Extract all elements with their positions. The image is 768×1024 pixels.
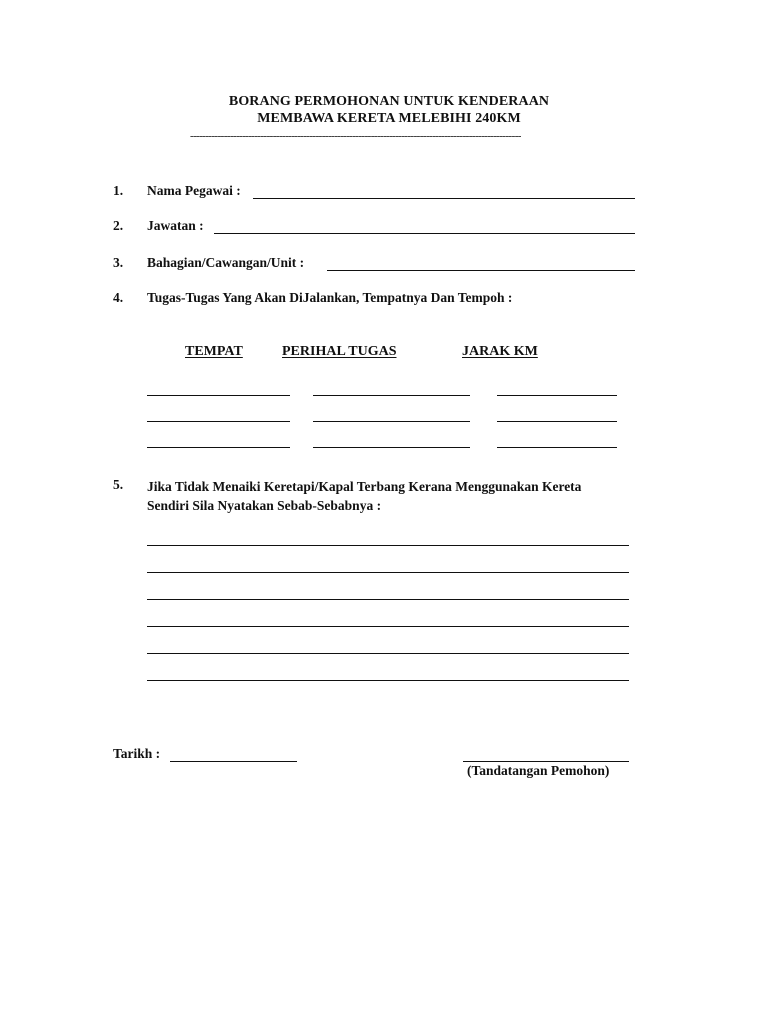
reason-line[interactable] [147, 572, 629, 573]
reason-line[interactable] [147, 545, 629, 546]
question-5-line-2: Sendiri Sila Nyatakan Sebab-Sebabnya : [147, 498, 382, 513]
item-2-number: 2. [113, 218, 124, 233]
reason-line[interactable] [147, 653, 629, 654]
jawatan-label: Jawatan : [147, 218, 204, 233]
signature-caption: (Tandatangan Pemohon) [467, 763, 610, 778]
question-5-line-1: Jika Tidak Menaiki Keretapi/Kapal Terbang Kerana Menggunakan Kereta [147, 479, 582, 494]
tempat-field[interactable] [147, 421, 290, 422]
perihal-tugas-field[interactable] [313, 395, 470, 396]
nama-pegawai-label: Nama Pegawai : [147, 183, 241, 198]
item-4-number: 4. [113, 290, 124, 305]
form-title-line-2: MEMBAWA KERETA MELEBIHI 240KM [257, 111, 521, 126]
form-title-line-1: BORANG PERMOHONAN UNTUK KENDERAAN [228, 94, 550, 109]
title-dashed-rule: ------------------------------------------------------------------------------------------------------------ [190, 130, 521, 142]
col-header-perihal-tugas: PERIHAL TUGAS [282, 344, 397, 359]
jarak-km-field[interactable] [497, 447, 617, 448]
reason-line[interactable] [147, 626, 629, 627]
jawatan-field[interactable] [214, 233, 635, 234]
tempat-field[interactable] [147, 447, 290, 448]
bahagian-field[interactable] [327, 270, 635, 271]
item-1-number: 1. [113, 183, 124, 198]
tugas-label: Tugas-Tugas Yang Akan DiJalankan, Tempatnya Dan Tempoh : [147, 290, 513, 305]
col-header-tempat: TEMPAT [185, 344, 243, 359]
tempat-field[interactable] [147, 395, 290, 396]
tarikh-label: Tarikh : [113, 746, 161, 761]
perihal-tugas-field[interactable] [313, 421, 470, 422]
reason-line[interactable] [147, 599, 629, 600]
jarak-km-field[interactable] [497, 395, 617, 396]
item-3-number: 3. [113, 255, 124, 270]
perihal-tugas-field[interactable] [313, 447, 470, 448]
tarikh-field[interactable] [170, 761, 297, 762]
item-5-number: 5. [113, 477, 124, 492]
reason-line[interactable] [147, 680, 629, 681]
nama-pegawai-field[interactable] [253, 198, 635, 199]
jarak-km-field[interactable] [497, 421, 617, 422]
signature-field[interactable] [463, 761, 629, 762]
col-header-jarak-km: JARAK KM [462, 344, 538, 359]
bahagian-label: Bahagian/Cawangan/Unit : [147, 255, 305, 270]
